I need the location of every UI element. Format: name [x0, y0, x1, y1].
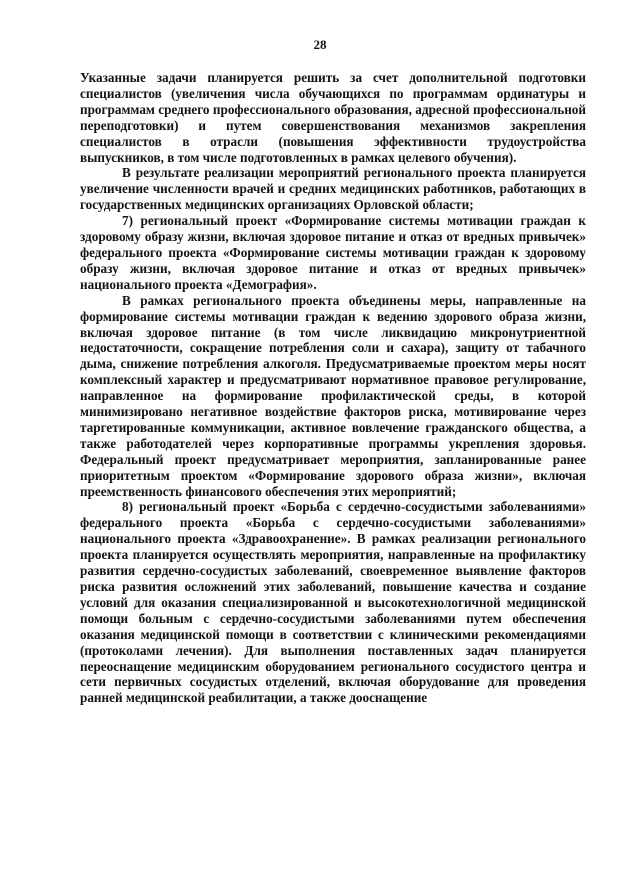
page-number: 28 [313, 37, 327, 52]
paragraph: В результате реализации мероприятий регионального проекта планируется увеличение численности врачей и средних медицинских работников, работающих в государственных медицинских организациях Орловской области; [80, 165, 586, 213]
paragraph: 7) региональный проект «Формирование системы мотивации граждан к здоровому образу жизни, включая здоровое питание и отказ от вредных привычек» федерального проекта «Формирование системы мотивации граждан к здоровому образу жизни, включая здоровое питание и отказ от вредных привычек» национального проекта «Демография». [80, 213, 586, 292]
paragraph: Указанные задачи планируется решить за счет дополнительной подготовки специалистов (увеличения числа обучающихся по программам ординатуры и программам среднего профессионального образования, адресной профессиональной переподготовки) и путем совершенствования механизмов закрепления специалистов в отрасли (повышения эффективности трудоустройства выпускников, в том числе подготовленных в рамках целевого обучения). [80, 70, 586, 165]
paragraph: В рамках регионального проекта объединены меры, направленные на формирование системы мотивации граждан к ведению здорового образа жизни, включая здоровое питание (в том числе ликвидацию микронутриентной недостаточности, сокращение потребления соли и сахара), защиту от табачного дыма, снижение потребления алкоголя. Предусматриваемые проектом меры носят комплексный характер и предусматривают нормативное правовое регулирование, направленное на формирование профилактической среды, в которой минимизировано негативное воздействие факторов риска, мотивирование через таргетированные коммуникации, активное вовлечение гражданского общества, а также работодателей через корпоративные программы укрепления здоровья. Федеральный проект предусматривает мероприятия, запланированные ранее приоритетным проектом «Формирование здорового образа жизни», включая преемственность финансового обеспечения этих мероприятий; [80, 292, 586, 499]
paragraph: 8) региональный проект «Борьба с сердечно-сосудистыми заболеваниями» федерального проекта «Борьба с сердечно-сосудистыми заболеваниями» национального проекта «Здравоохранение». В рамках реализации регионального проекта планируется осуществлять мероприятия, направленные на профилактику развития сердечно-сосудистых заболеваний, своевременное выявление факторов риска развития осложнений этих заболеваний, повышение качества и создание условий для оказания специализированной и высокотехнологичной медицинской помощи больным с сердечно-сосудистыми заболеваниями путем обеспечения оказания медицинской помощи в соответствии с клиническими рекомендациями (протоколами лечения). Для выполнения поставленных задач планируется переоснащение медицинским оборудованием регионального сосудистого центра и сети первичных сосудистых отделений, включая оборудование для проведения ранней медицинской реабилитации, а также дооснащение [80, 499, 586, 706]
body-text [80, 70, 586, 706]
